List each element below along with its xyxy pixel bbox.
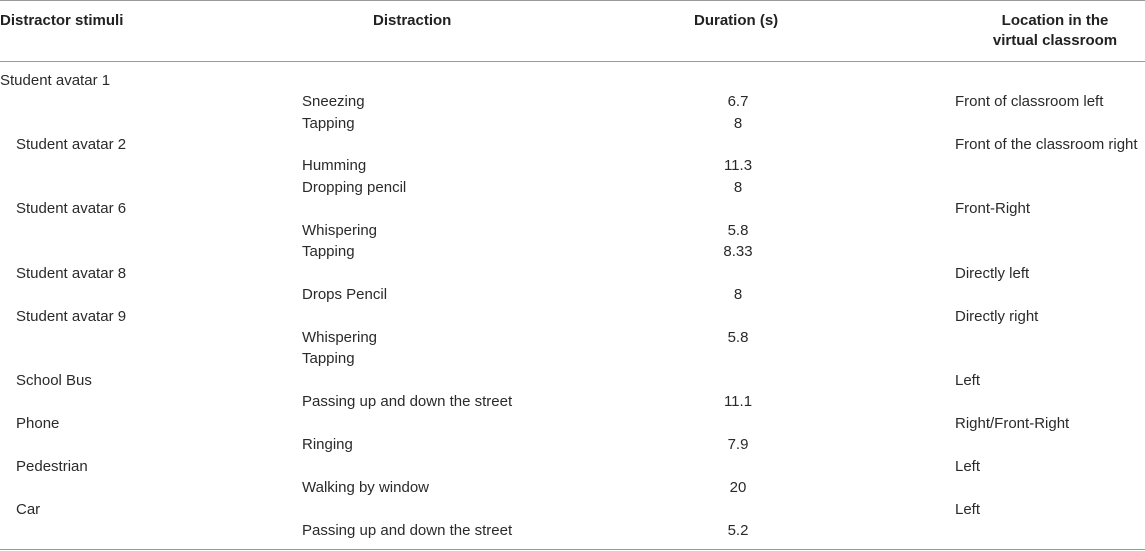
duration-cell: 7.9 bbox=[727, 436, 749, 453]
distraction-cell: Dropping pencil bbox=[302, 179, 407, 196]
duration-cell: 6.7 bbox=[727, 93, 749, 110]
location-cell: Left bbox=[955, 458, 981, 475]
location-cell: Front of classroom left bbox=[955, 93, 1104, 110]
distraction-cell: Tapping bbox=[302, 350, 355, 367]
location-cell: Left bbox=[955, 372, 981, 389]
duration-cell: 5.8 bbox=[727, 329, 749, 346]
stimulus-cell: Student avatar 2 bbox=[16, 136, 127, 153]
header-distraction: Distraction bbox=[373, 12, 452, 29]
duration-cell: 8 bbox=[733, 115, 743, 132]
location-cell: Directly right bbox=[955, 308, 1039, 325]
distraction-cell: Tapping bbox=[302, 115, 355, 132]
stimulus-cell: Student avatar 8 bbox=[16, 265, 127, 282]
distraction-cell: Whispering bbox=[302, 222, 378, 239]
distraction-cell: Ringing bbox=[302, 436, 353, 453]
distraction-cell: Humming bbox=[302, 157, 367, 174]
header-distractor-stimuli: Distractor stimuli bbox=[0, 12, 124, 29]
duration-cell: 11.1 bbox=[723, 393, 753, 410]
location-cell: Right/Front-Right bbox=[955, 415, 1070, 432]
table-header-rule bbox=[0, 61, 1145, 62]
location-cell: Front of the classroom right bbox=[955, 136, 1138, 153]
distraction-cell: Walking by window bbox=[302, 479, 429, 496]
stimulus-cell: Pedestrian bbox=[16, 458, 88, 475]
location-cell: Directly left bbox=[955, 265, 1030, 282]
stimulus-cell: Student avatar 1 bbox=[0, 72, 111, 89]
header-location-line2: virtual classroom bbox=[992, 32, 1118, 49]
distraction-cell: Tapping bbox=[302, 243, 355, 260]
distraction-cell: Sneezing bbox=[302, 93, 365, 110]
distraction-cell: Drops Pencil bbox=[302, 286, 388, 303]
stimulus-cell: Phone bbox=[16, 415, 60, 432]
duration-cell: 11.3 bbox=[723, 157, 753, 174]
duration-cell: 8 bbox=[733, 179, 743, 196]
table-top-rule bbox=[0, 0, 1145, 1]
stimulus-cell: Student avatar 6 bbox=[16, 200, 127, 217]
duration-cell: 8 bbox=[733, 286, 743, 303]
table-bottom-rule bbox=[0, 549, 1145, 550]
stimulus-cell: Car bbox=[16, 501, 41, 518]
distraction-cell: Whispering bbox=[302, 329, 378, 346]
duration-cell: 5.8 bbox=[727, 222, 749, 239]
location-cell: Front-Right bbox=[955, 200, 1031, 217]
header-location bbox=[980, 11, 1130, 51]
duration-cell: 8.33 bbox=[723, 243, 753, 260]
location-cell: Left bbox=[955, 501, 981, 518]
stimulus-cell: Student avatar 9 bbox=[16, 308, 127, 325]
duration-cell: 5.2 bbox=[727, 522, 749, 539]
distraction-cell: Passing up and down the street bbox=[302, 393, 513, 410]
duration-cell: 20 bbox=[729, 479, 747, 496]
header-duration: Duration (s) bbox=[694, 12, 779, 29]
stimulus-cell: School Bus bbox=[16, 372, 92, 389]
header-location-line1: Location in the bbox=[1001, 12, 1109, 29]
distraction-cell: Passing up and down the street bbox=[302, 522, 513, 539]
